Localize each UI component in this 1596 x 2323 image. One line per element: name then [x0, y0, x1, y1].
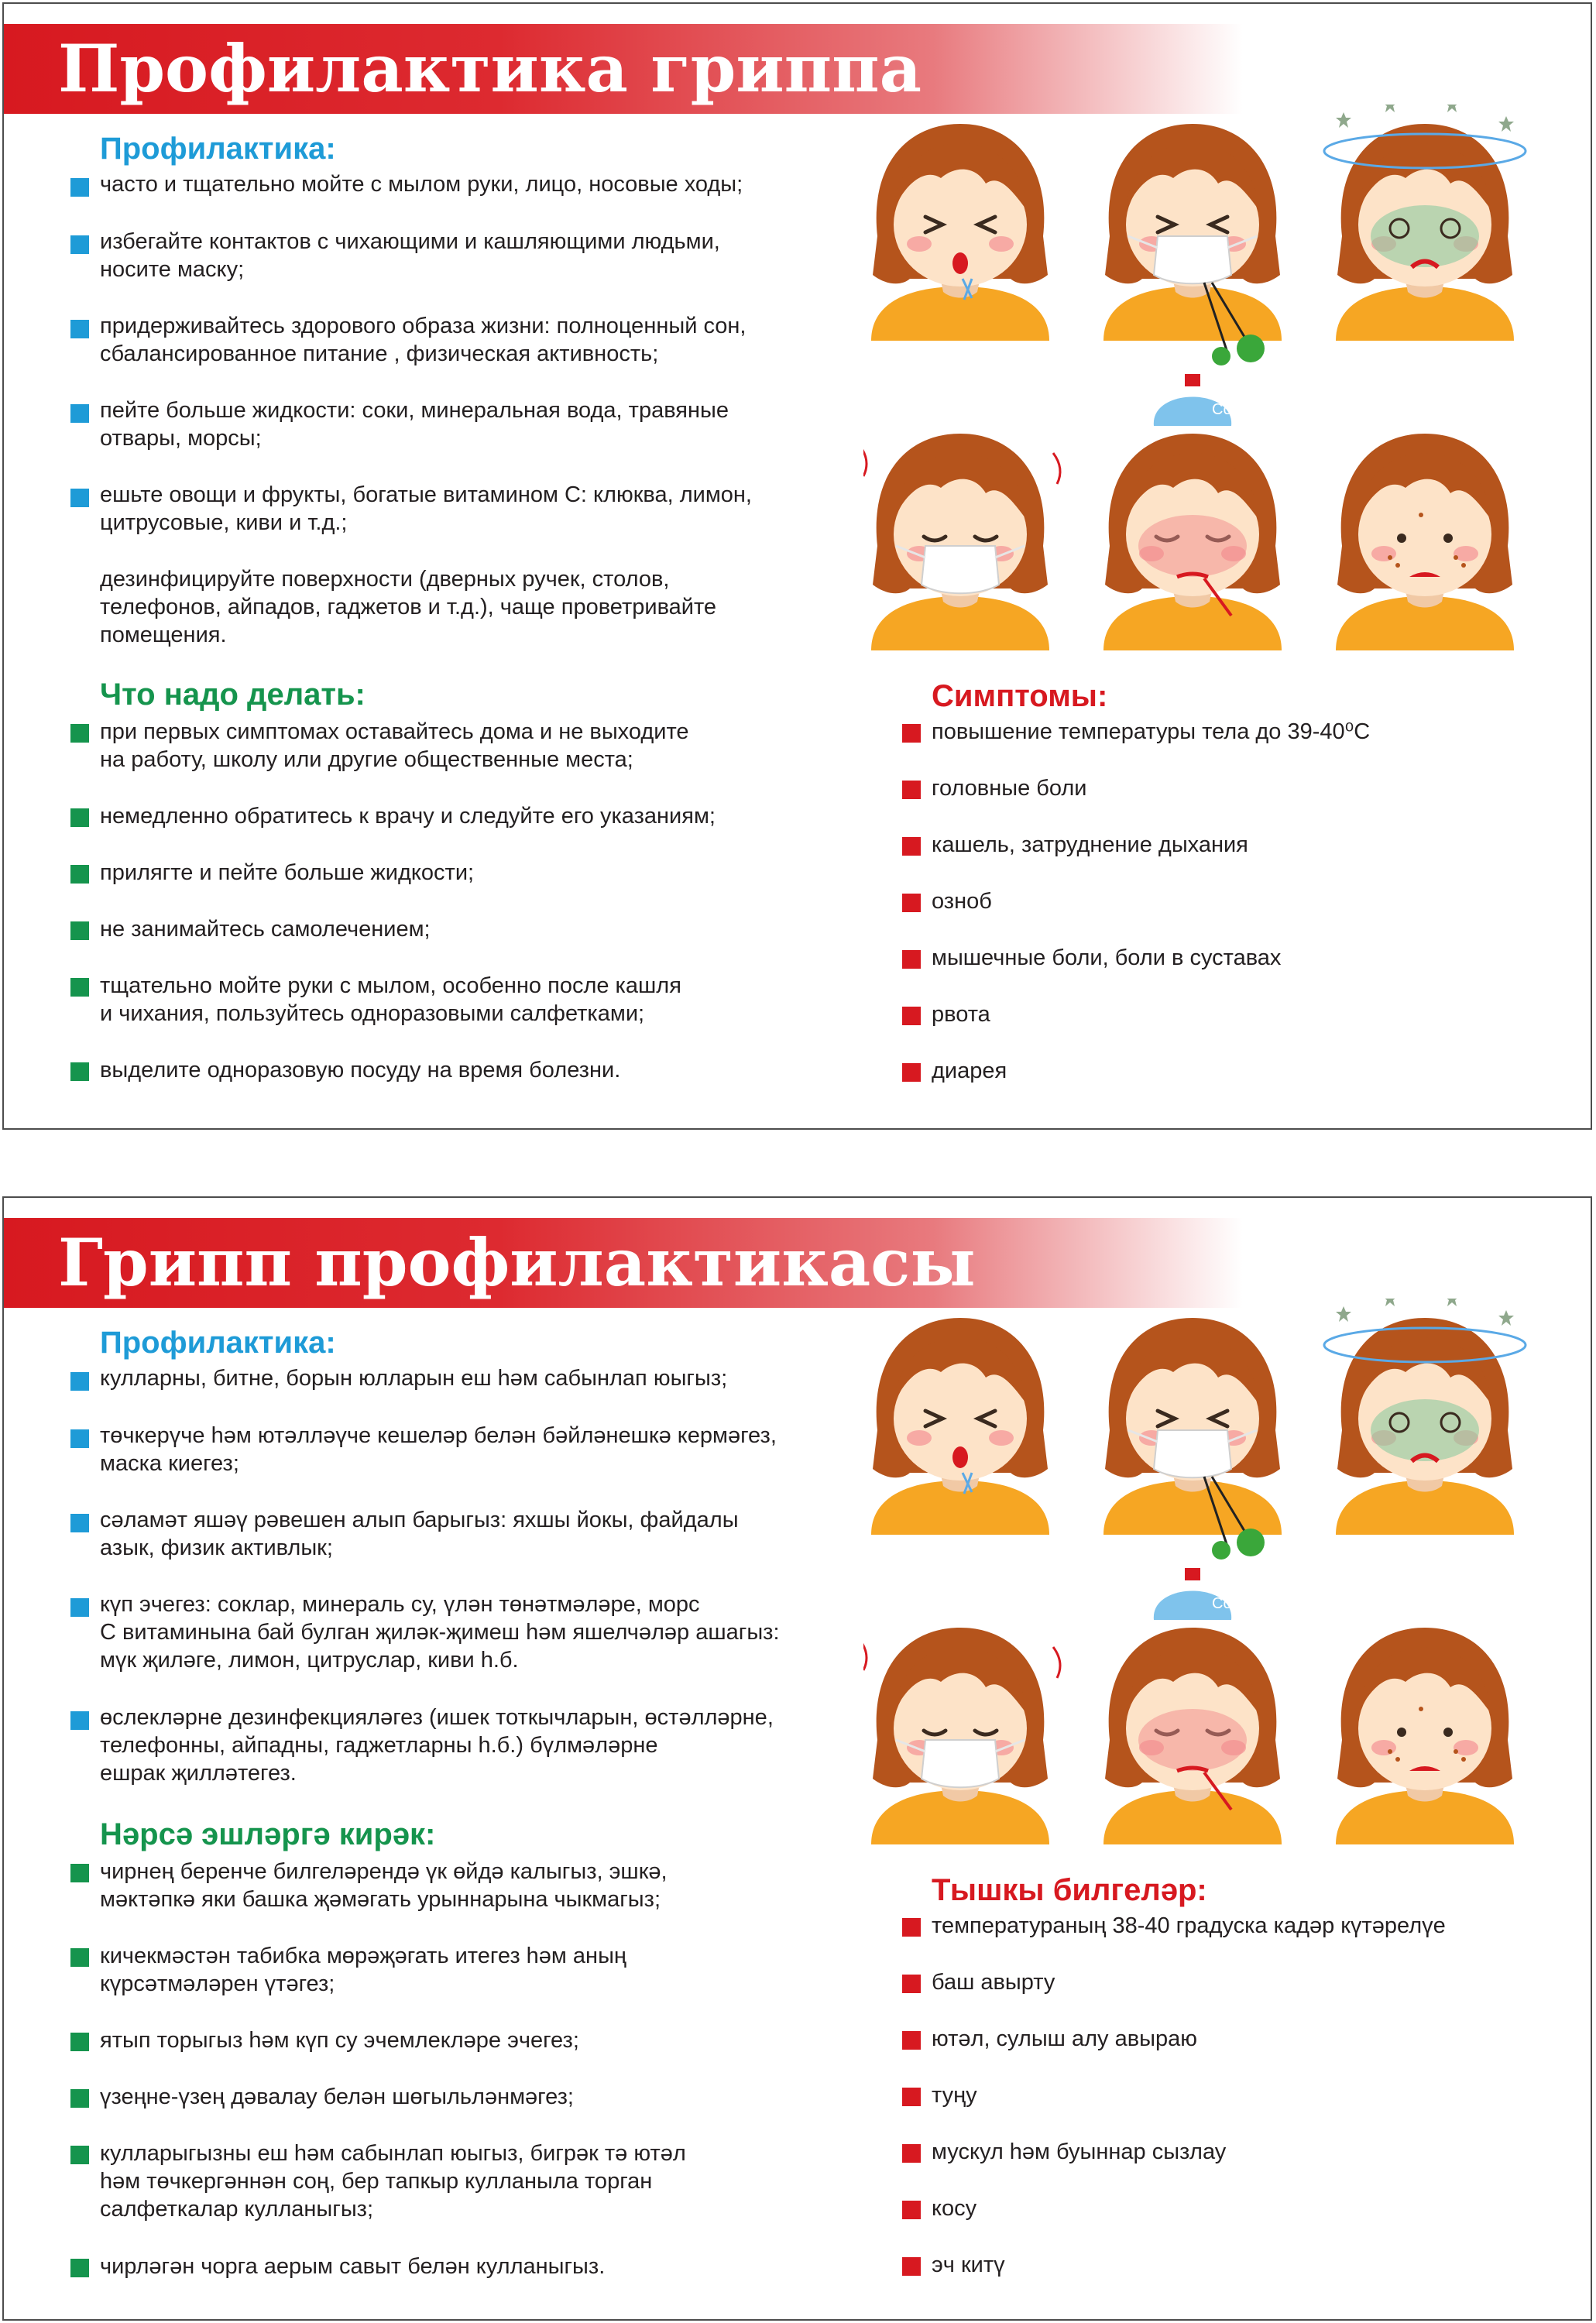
list-item-text: мышечные боли, боли в суставах [932, 945, 1282, 970]
red-square-bullet [902, 837, 921, 856]
red-square-bullet [902, 894, 921, 912]
blue-square-bullet [70, 235, 89, 254]
masked-sneezing-girl [1103, 124, 1282, 365]
red-square-bullet [902, 1007, 921, 1025]
rash-girl [1336, 1628, 1514, 1844]
flu-girls-illustration [863, 1299, 1568, 1872]
list-item-text: мускул һәм буыннар сызлау [932, 2139, 1227, 2164]
list-item-text: диарея [932, 1059, 1007, 1083]
green-square-bullet [70, 2089, 89, 2108]
green-square-bullet [70, 808, 89, 827]
list-item-text: повышение температуры тела до 39-40⁰С [932, 719, 1371, 744]
red-square-bullet [902, 2201, 921, 2219]
red-square-bullet [902, 781, 921, 799]
symptoms-list [902, 1912, 1568, 2284]
list-item-text: сәламәт яшәү рәвешен алып барыгыз: яхшы йокы, файдалы азык, физик активлык; [100, 1508, 739, 1560]
green-square-bullet [70, 865, 89, 884]
red-square-bullet [902, 2257, 921, 2276]
list-item-text: прилягте и пейте больше жидкости; [100, 860, 475, 885]
poster-title: Грипп профилактикасы [58, 1224, 976, 1301]
list-item-text: придерживайтесь здорового образа жизни: полноценный сон, сбалансированное питание , физическая активность; [100, 314, 747, 366]
dizzy-girl [1324, 1299, 1526, 1535]
blue-square-bullet [70, 404, 89, 423]
germ-icon [1237, 335, 1265, 362]
blue-square-bullet [70, 489, 89, 507]
russian-poster-panel [2, 2, 1592, 1130]
title-banner [4, 24, 1243, 114]
list-item-text: туңу [932, 2083, 977, 2108]
ice-pack-label: Cool [1212, 1595, 1244, 1612]
green-square-bullet [70, 921, 89, 940]
list-item-text: кичекмәстән табибка мөрәҗәгать итегез һәм аның күрсәтмәләрен үтәгез; [100, 1944, 626, 1996]
poster-title: Профилактика гриппа [58, 30, 922, 107]
list-item-text: кулларыгызны еш һәм сабынлап юыгыз, бигрәк тә ютәл һәм төчкергәннән соң, бер тапкыр кулланыла торган салфеткалар кулланыгыз; [100, 2141, 686, 2222]
symptoms-heading: Симптомы: [932, 679, 1108, 713]
blue-square-bullet [70, 1429, 89, 1448]
list-item-text: ешьте овощи и фрукты, богатые витамином С: клюква, лимон, цитрусовые, киви и т.д.; [100, 482, 752, 535]
list-item-text: рвота [932, 1002, 990, 1027]
dizzy-girl [1324, 105, 1526, 341]
list-item-text: ютәл, сулыш алу авыраю [932, 2026, 1198, 2051]
germ-icon [1237, 1529, 1265, 1556]
tatar-poster-panel [2, 1196, 1592, 2321]
rash-girl [1336, 434, 1514, 650]
list-item-text: кулларны, битне, борын юлларын еш һәм сабынлап юыгыз; [100, 1366, 728, 1391]
red-square-bullet [902, 2031, 921, 2050]
blue-square-bullet [70, 178, 89, 197]
list-item-text: тщательно мойте руки с мылом, особенно после кашля и чихания, пользуйтесь одноразовыми салфетками; [100, 973, 681, 1026]
green-square-bullet [70, 2033, 89, 2051]
todo-list [70, 718, 868, 1105]
red-square-bullet [902, 2088, 921, 2106]
sneezing-girl [871, 124, 1049, 341]
todo-list [70, 1858, 868, 2279]
blue-square-bullet [70, 320, 89, 338]
list-item-text: температураның 38-40 градуска кадәр күтәрелүе [932, 1913, 1446, 1938]
list-item-text: не занимайтесь самолечением; [100, 917, 431, 942]
shivering-girl [863, 1628, 1060, 1844]
blue-square-bullet [70, 1514, 89, 1532]
list-item-text: озноб [932, 889, 992, 914]
blue-square-bullet [70, 1372, 89, 1391]
symptoms-list [902, 718, 1568, 1089]
masked-sneezing-girl [1103, 1318, 1282, 1560]
green-square-bullet [70, 978, 89, 997]
todo-heading: Нәрсә эшләргә кирәк: [100, 1817, 436, 1851]
symptoms-heading: Тышкы билгеләр: [932, 1873, 1207, 1907]
red-square-bullet [902, 1063, 921, 1082]
sneezing-girl [871, 1318, 1049, 1535]
list-item-text: косу [932, 2196, 977, 2221]
flu-girls-illustration [863, 105, 1568, 678]
list-item-text: чирләгән чорга аерым савыт белән кулланыгыз. [100, 2254, 606, 2279]
list-item-text: эч китү [932, 2253, 1005, 2277]
red-square-bullet [902, 2144, 921, 2163]
green-square-bullet [70, 2259, 89, 2277]
list-item-text: выделите одноразовую посуду на время болезни. [100, 1058, 621, 1083]
prevention-heading: Профилактика: [100, 132, 336, 166]
germ-icon [1212, 347, 1230, 365]
list-item-text: төчкерүче һәм ютәлләүче кешеләр белән бәйләнешкә кермәгез, маска киегез; [100, 1423, 777, 1476]
list-item-text: чирнең беренче билгеләрендә үк өйдә калыгыз, эшкә, мәктәпкә яки башка җәмәгать урыннарына чыкмагыз; [100, 1859, 668, 1912]
blue-square-bullet [70, 1598, 89, 1617]
red-square-bullet [902, 1975, 921, 1993]
blue-square-bullet [70, 1711, 89, 1730]
list-item-text: өслекләрне дезинфекцияләгез (ишек тоткычларын, өстәлләрне, телефонны, айпадны, гаджетларны һ.б.) бүлмәләрне ешрак җилләтегез. [100, 1705, 774, 1786]
list-item-text: избегайте контактов с чихающими и кашляющими людьми, носите маску; [100, 229, 720, 282]
list-item-text: дезинфицируйте поверхности (дверных ручек, столов, телефонов, айпадов, гаджетов и т.д.), чаще проветривайте помещения. [100, 567, 717, 647]
prevention-heading: Профилактика: [100, 1326, 336, 1360]
fever-girl-with-ice-pack [1103, 1568, 1282, 1844]
green-square-bullet [70, 2146, 89, 2164]
fever-girl-with-ice-pack [1103, 374, 1282, 650]
green-square-bullet [70, 1948, 89, 1967]
list-item-text: при первых симптомах оставайтесь дома и не выходите на работу, школу или другие общественные места; [100, 719, 689, 772]
list-item-text: үзеңне-үзең дәвалау белән шөгыльләнмәгез; [100, 2085, 574, 2109]
shivering-girl [863, 434, 1060, 650]
list-item-text: кашель, затруднение дыхания [932, 832, 1248, 857]
prevention-list [70, 1364, 868, 1798]
list-item-text: головные боли [932, 776, 1087, 801]
green-square-bullet [70, 1864, 89, 1882]
title-banner [4, 1218, 1243, 1308]
list-item-text: пейте больше жидкости: соки, минеральная вода, травяные отвары, морсы; [100, 398, 729, 451]
red-square-bullet [902, 1918, 921, 1937]
prevention-list [70, 170, 868, 666]
todo-heading: Что надо делать: [100, 678, 366, 712]
list-item-text: ятып торыгыз һәм күп су эчемлекләре эчегез; [100, 2028, 579, 2053]
ice-pack-label: Cool [1212, 401, 1244, 418]
germ-icon [1212, 1541, 1230, 1560]
list-item-text: немедленно обратитесь к врачу и следуйте его указаниям; [100, 804, 716, 829]
list-item-text: часто и тщательно мойте с мылом руки, лицо, носовые ходы; [100, 172, 743, 197]
green-square-bullet [70, 724, 89, 743]
red-square-bullet [902, 724, 921, 743]
list-item-text: күп эчегез: соклар, минераль су, үлән төнәтмәләре, морс С витаминына бай булган җиләк-җимеш һәм яшелчәләр ашагыз: мүк җиләге, лимон, цитруслар, киви һ.б. [100, 1592, 780, 1673]
red-square-bullet [902, 950, 921, 969]
green-square-bullet [70, 1062, 89, 1081]
list-item-text: баш авырту [932, 1970, 1055, 1995]
